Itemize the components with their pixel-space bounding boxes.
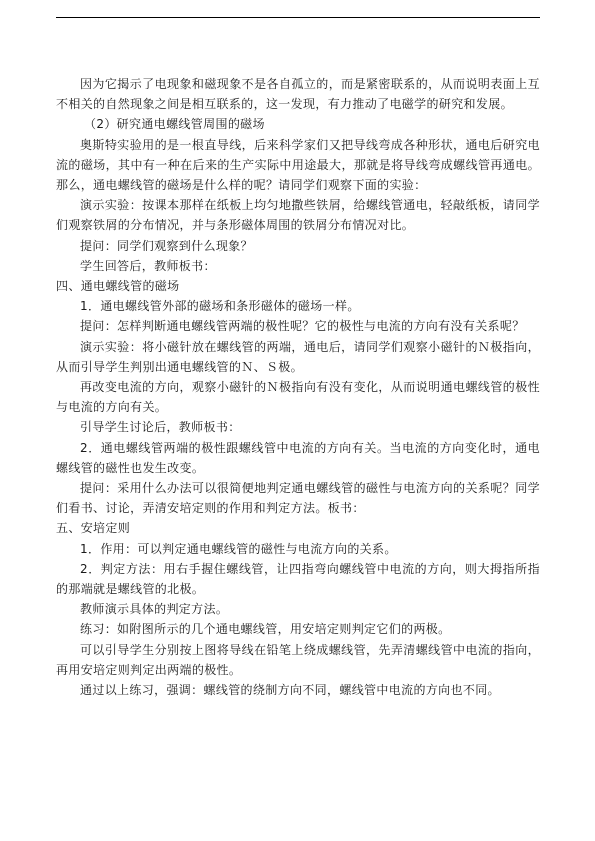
paragraph: 教师演示具体的判定方法。: [80, 602, 229, 617]
paragraph: 可以引导学生分别按上图将导线在铅笔上绕成螺线管，先弄清螺线管中电流的指向，再用安培定则判定出两端的极性。: [56, 642, 540, 677]
subsection-heading: （2）研究通电螺线管周围的磁场: [84, 117, 265, 132]
paragraph: 通过以上练习，强调：螺线管的绕制方向不同，螺线管中电流的方向也不同。: [80, 683, 500, 698]
paragraph: 提问：同学们观察到什么现象？: [80, 238, 253, 253]
paragraph: 1．作用：可以判定通电螺线管的磁性与电流方向的关系。: [80, 541, 397, 556]
paragraph: 奥斯特实验用的是一根直导线，后来科学家们又把导线弯成各种形状，通电后研究电流的磁场，其中有一种在后来的生产实际中用途最大，那就是将导线弯成螺线管再通电。那么，通电螺线管的磁场是什么样的呢？请同学们观察下面的实验：: [56, 137, 540, 193]
paragraph: 1．通电螺线管外部的磁场和条形磁体的磁场一样。: [80, 299, 360, 314]
paragraph: 再改变电流的方向，观察小磁针的Ｎ极指向有没有变化，从而说明通电螺线管的极性与电流的方向有关。: [56, 380, 540, 415]
document-body: [56, 74, 540, 700]
paragraph: 提问：采用什么办法可以很简便地判定通电螺线管的磁性与电流方向的关系呢？同学们看书、讨论，弄清安培定则的作用和判定方法。板书：: [56, 481, 540, 516]
paragraph: 2．通电螺线管两端的极性跟螺线管中电流的方向有关。当电流的方向变化时，通电螺线管的磁性也发生改变。: [56, 440, 540, 475]
header-rule: [56, 17, 540, 18]
paragraph: 演示实验：按课本那样在纸板上均匀地撒些铁屑，给螺线管通电，轻敲纸板，请同学们观察铁屑的分布情况，并与条形磁体周围的铁屑分布情况对比。: [56, 198, 540, 233]
paragraph: 2．判定方法：用右手握住螺线管，让四指弯向螺线管中电流的方向，则大拇指所指的那端就是螺线管的北极。: [56, 561, 540, 597]
paragraph: 因为它揭示了电现象和磁现象不是各自孤立的，而是紧密联系的，从而说明表面上互不相关的自然现象之间是相互联系的，这一发现，有力推动了电磁学的研究和发展。: [56, 77, 540, 112]
paragraph: 学生回答后，教师板书：: [80, 258, 216, 273]
paragraph: 练习：如附图所示的几个通电螺线管，用安培定则判定它们的两极。: [80, 622, 451, 637]
section-heading: 五、安培定则: [56, 521, 131, 536]
paragraph: 引导学生讨论后，教师板书：: [80, 420, 241, 435]
paragraph: 提问：怎样判断通电螺线管两端的极性呢？它的极性与电流的方向有没有关系呢？: [80, 319, 525, 334]
section-heading: 四、通电螺线管的磁场: [56, 279, 180, 294]
paragraph: 演示实验：将小磁针放在螺线管的两端，通电后，请同学们观察小磁针的Ｎ极指向，从而引导学生判别出通电螺线管的Ｎ、Ｓ极。: [56, 339, 540, 374]
